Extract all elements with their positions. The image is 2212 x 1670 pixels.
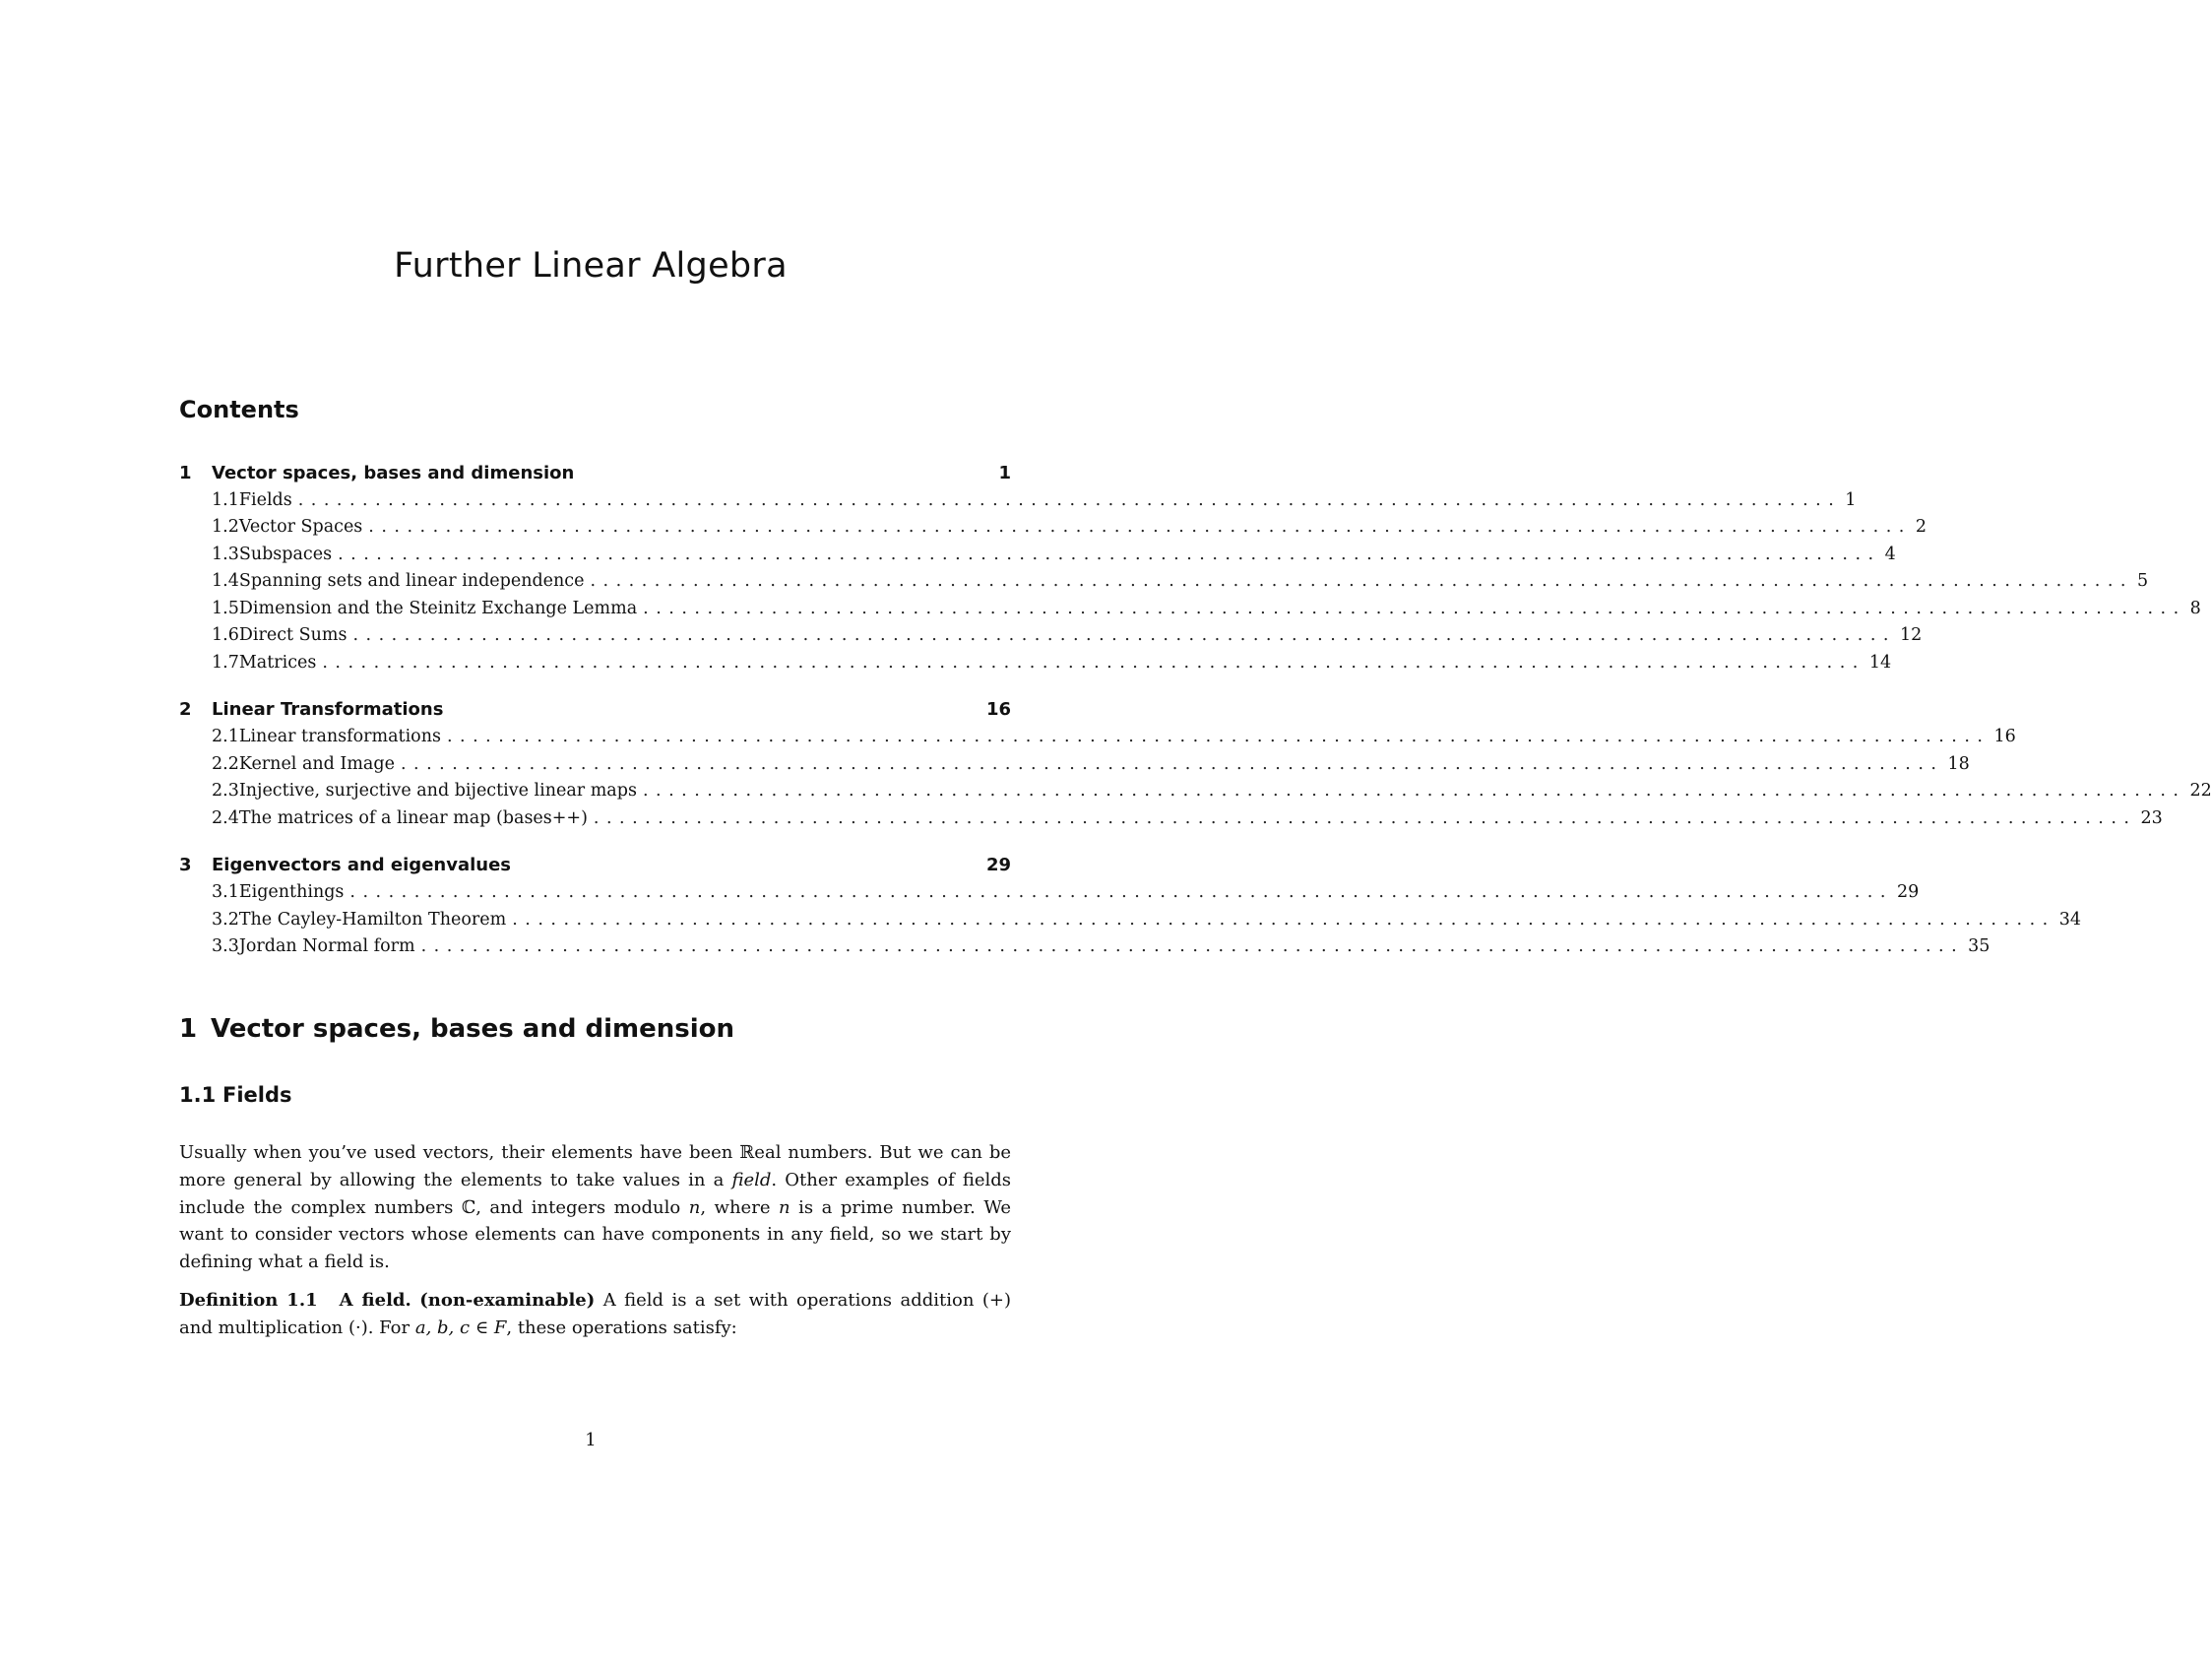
toc-section-number: 1.5 — [212, 598, 239, 618]
toc-section-title: Direct Sums — [238, 625, 348, 646]
paragraph-text: , where — [700, 1196, 779, 1218]
toc-section-title: The Cayley-Hamilton Theorem — [238, 909, 507, 930]
toc-section-title: Spanning sets and linear independence — [238, 571, 585, 592]
subsection-number: 1.1 — [179, 1083, 217, 1107]
definition-tag: (non-examinable) — [419, 1290, 596, 1311]
toc-dot-leader: ........................................................................................................................ — [590, 571, 2133, 592]
toc-section-number: 1.6 — [212, 625, 239, 646]
toc-section-page: 4 — [1884, 544, 1896, 564]
page-number: 1 — [585, 1430, 597, 1450]
toc-section-page: 12 — [1899, 625, 1923, 646]
toc-dot-leader: ........................................................................................................................ — [420, 936, 1965, 957]
toc-chapter-number: 1 — [179, 462, 192, 483]
toc-dot-leader: ........................................................................................................................ — [322, 652, 1865, 673]
math-variables: a, b, c — [414, 1317, 471, 1338]
toc-section-number: 2.4 — [212, 807, 239, 828]
body-paragraph — [179, 1139, 1011, 1276]
toc-dot-leader: ........................................................................................................................ — [643, 598, 2186, 618]
toc-section-page: 1 — [1845, 489, 1857, 510]
toc-dot-leader: ........................................................................................................................ — [297, 489, 1842, 510]
toc-section-entry[interactable] — [179, 595, 2201, 622]
definition-block — [179, 1287, 1011, 1342]
toc-dot-leader: ........................................................................................................................ — [512, 909, 2055, 930]
toc-dot-leader: ........................................................................................................................ — [338, 544, 1881, 564]
toc-chapter-entry[interactable] — [179, 459, 1011, 486]
paragraph-text: is a prime number. We want to consider vectors whose elements can have components in any field, so we start by defining what a field is. — [179, 1196, 1012, 1273]
section-heading — [179, 1014, 734, 1044]
toc-section-title: Dimension and the Steinitz Exchange Lemma — [238, 598, 638, 618]
toc-section-page: 18 — [1947, 753, 1970, 774]
toc-section-entry[interactable] — [179, 514, 1927, 542]
toc-section-title: Vector Spaces — [238, 517, 363, 538]
toc-section-page: 29 — [1896, 882, 1920, 903]
section-number: 1 — [179, 1014, 198, 1044]
toc-section-entry[interactable] — [179, 622, 1923, 650]
toc-section-number: 3.2 — [212, 909, 239, 930]
toc-section-entry[interactable] — [179, 879, 1920, 907]
definition-name: A field. — [339, 1290, 411, 1311]
toc-chapter-page: 16 — [985, 699, 1011, 720]
toc-section-number: 2.1 — [212, 727, 239, 747]
subsection-heading — [179, 1083, 292, 1107]
toc-dot-leader: ........................................................................................................................ — [593, 807, 2137, 828]
definition-text: ∈ — [470, 1317, 494, 1338]
toc-section-title: Linear transformations — [238, 727, 441, 747]
table-of-contents — [179, 459, 2212, 960]
toc-section-number: 1.3 — [212, 544, 239, 564]
contents-heading: Contents — [179, 396, 299, 423]
toc-section-page: 34 — [2058, 909, 2082, 930]
toc-chapter-title: Vector spaces, bases and dimension — [212, 462, 575, 483]
toc-section-title: Kernel and Image — [238, 753, 395, 774]
toc-section-number: 1.1 — [212, 489, 239, 510]
toc-dot-leader: ........................................................................................................................ — [368, 517, 1912, 538]
toc-section-page: 22 — [2189, 781, 2212, 802]
toc-chapter-page: 29 — [985, 855, 1011, 875]
toc-section-title: Subspaces — [238, 544, 333, 564]
toc-section-page: 23 — [2140, 807, 2163, 828]
paragraph-text: . Other examples of fields include the complex numbers ℂ, and integers modulo — [179, 1169, 1011, 1218]
section-title: Vector spaces, bases and dimension — [211, 1014, 735, 1044]
toc-dot-leader: ........................................................................................................................ — [352, 625, 1896, 646]
toc-section-title: Fields — [238, 489, 292, 510]
definition-text: A field is a set with operations addition (+) and multiplication (·). For — [179, 1290, 1011, 1338]
toc-section-entry[interactable] — [179, 778, 2212, 805]
definition-label: Definition 1.1 — [179, 1290, 318, 1311]
toc-section-entry[interactable] — [179, 649, 1892, 676]
definition-text: , these operations satisfy: — [506, 1317, 737, 1338]
toc-section-entry[interactable] — [179, 486, 1857, 514]
math-set: F — [493, 1317, 507, 1338]
toc-section-title: Eigenthings — [238, 882, 345, 903]
toc-section-entry[interactable] — [179, 724, 2016, 751]
toc-section-title: Matrices — [238, 652, 317, 673]
toc-spacer — [179, 832, 1011, 852]
toc-section-number: 1.2 — [212, 517, 239, 538]
toc-section-title: Injective, surjective and bijective linear maps — [238, 781, 637, 802]
toc-section-page: 14 — [1868, 652, 1892, 673]
document-title: Further Linear Algebra — [394, 246, 788, 286]
toc-section-number: 3.1 — [212, 882, 239, 903]
toc-dot-leader: ........................................................................................................................ — [446, 727, 1991, 747]
toc-chapter-number: 2 — [179, 699, 192, 720]
toc-section-page: 35 — [1968, 936, 1991, 957]
toc-dot-leader: ........................................................................................................................ — [642, 781, 2186, 802]
paragraph-text: Usually when you’ve used vectors, their elements have been ℝeal numbers. But we can be more general by allowing the elements to take values in a — [179, 1142, 1011, 1190]
toc-section-entry[interactable] — [179, 750, 1970, 778]
toc-section-title: Jordan Normal form — [238, 936, 415, 957]
toc-section-page: 8 — [2189, 598, 2201, 618]
toc-chapter-entry[interactable] — [179, 696, 1011, 724]
toc-section-number: 3.3 — [212, 936, 239, 957]
toc-chapter-number: 3 — [179, 855, 192, 875]
toc-section-entry[interactable] — [179, 568, 2149, 596]
toc-section-page: 5 — [2136, 571, 2149, 592]
subsection-title: Fields — [222, 1083, 292, 1107]
toc-section-number: 2.2 — [212, 753, 239, 774]
math-variable: n — [779, 1196, 790, 1218]
toc-section-number: 1.7 — [212, 652, 239, 673]
toc-section-page: 2 — [1915, 517, 1927, 538]
toc-section-page: 16 — [1993, 727, 2016, 747]
toc-dot-leader: ........................................................................................................................ — [349, 882, 1893, 903]
toc-section-entry[interactable] — [179, 541, 1896, 568]
toc-section-entry[interactable] — [179, 804, 2163, 832]
toc-section-entry[interactable] — [179, 906, 2082, 933]
toc-chapter-entry[interactable] — [179, 852, 1011, 879]
toc-section-number: 1.4 — [212, 571, 239, 592]
toc-section-title: The matrices of a linear map (bases++) — [238, 807, 588, 828]
toc-section-entry[interactable] — [179, 933, 1991, 961]
toc-chapter-title: Linear Transformations — [212, 699, 444, 720]
toc-section-number: 2.3 — [212, 781, 239, 802]
toc-chapter-page: 1 — [998, 462, 1011, 483]
toc-dot-leader: ........................................................................................................................ — [400, 753, 1944, 774]
toc-spacer — [179, 676, 1011, 696]
paragraph-emphasis: field — [731, 1169, 772, 1190]
math-variable: n — [688, 1196, 701, 1218]
toc-chapter-title: Eigenvectors and eigenvalues — [212, 855, 511, 875]
